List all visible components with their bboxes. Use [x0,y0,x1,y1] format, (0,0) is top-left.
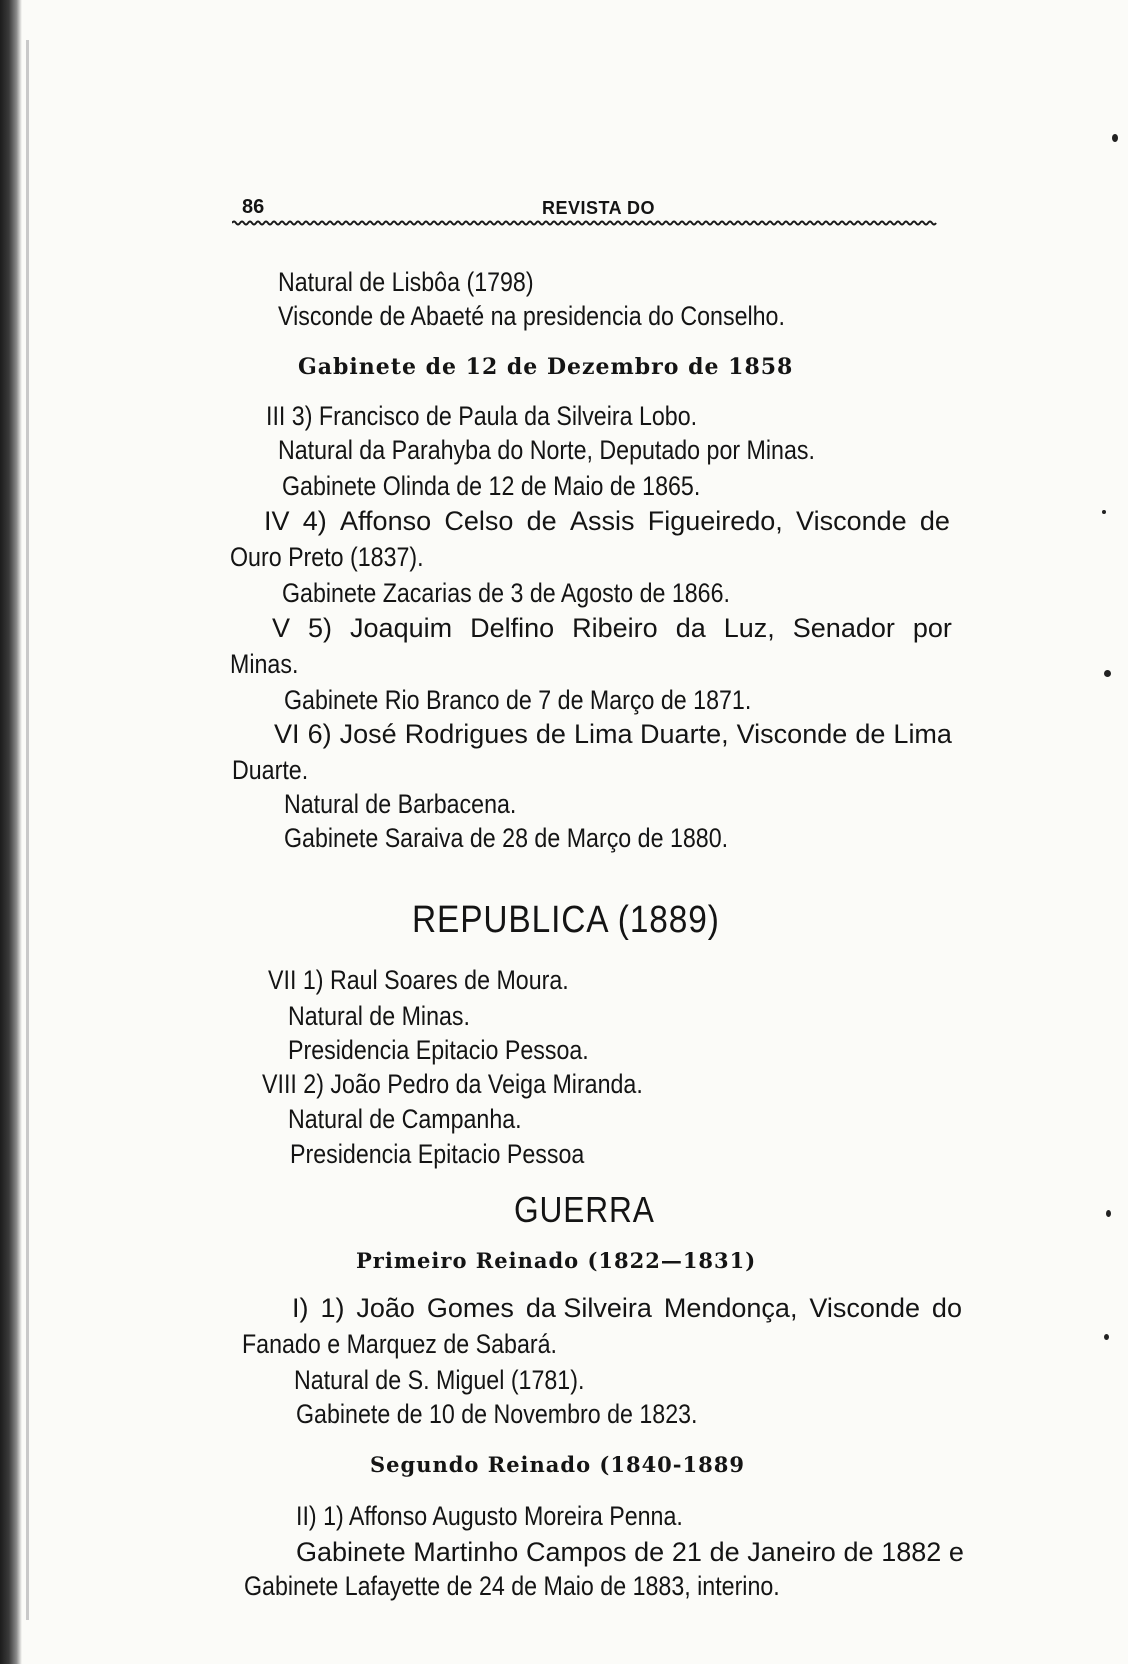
word: Ribeiro [572,613,658,643]
entry-i-note-2: Gabinete de 10 de Novembro de 1823. [296,1399,698,1429]
word: Joaquim [350,613,453,643]
intro-line-2: Visconde de Abaeté na presidencia do Conselho. [278,301,785,331]
word: Lima Duarte, [574,719,729,749]
word: Visconde [736,719,848,749]
word: de [843,1537,874,1567]
scan-binding-line [26,40,29,1620]
word: 1882 [881,1537,942,1567]
word: Celso [444,506,514,536]
word: Rodrigues [404,719,528,749]
word: 6) [307,719,332,749]
word: de [855,719,886,749]
word: Luz, [723,613,775,643]
primeiro-reinado-heading: Primeiro Reinado (1822—1831) [356,1248,757,1273]
word: 5) [308,613,333,643]
word: de [634,1537,665,1567]
word: Gabinete [296,1537,406,1567]
entry-iii-label: III 3) Francisco de Paula da Silveira Lobo. [266,401,698,431]
gabinete-heading: Gabinete de 12 de Dezembro de 1858 [298,354,794,380]
word: 21 [671,1537,702,1567]
word: de [535,719,566,749]
scan-speck [1102,510,1106,514]
page-number: 86 [242,196,265,218]
word: Campos [525,1537,627,1567]
word: e [948,1537,964,1567]
word: da Silveira [525,1293,652,1323]
entry-v-continuation: Minas. [230,649,299,679]
word: Figueiredo, [647,506,783,536]
word: Martinho [413,1537,519,1567]
entry-vi-label [274,718,952,750]
scan-speck [1112,134,1118,142]
entry-v-label [272,612,952,644]
header-wavy-rule [232,220,938,226]
word: VI [274,719,300,749]
word: 4) [302,506,327,536]
word: Visconde [796,506,907,536]
word: V [272,613,291,643]
word: IV [264,506,290,536]
scan-speck [1104,1334,1109,1340]
entry-vii-label: VII 1) Raul Soares de Moura. [268,965,569,995]
entry-viii-label: VIII 2) João Pedro da Veiga Miranda. [262,1069,643,1099]
word: Janeiro [747,1537,836,1567]
entry-vi-note-2: Gabinete Saraiva de 28 de Março de 1880. [284,823,729,853]
entry-ii-line-2 [296,1536,964,1568]
word: José [339,719,397,749]
guerra-heading: GUERRA [514,1189,655,1230]
word: Lima [893,719,952,749]
republica-heading: REPUBLICA (1889) [412,899,720,941]
scan-speck [1106,1210,1111,1217]
word: de [526,506,557,536]
entry-vi-continuation: Duarte. [232,755,309,785]
scan-binding-shadow [0,0,22,1664]
word: do [931,1293,962,1323]
intro-line-1: Natural de Lisbôa (1798) [278,267,534,297]
entry-vi-note-1: Natural de Barbacena. [284,789,517,819]
running-title: REVISTA DO [542,198,656,218]
scan-speck [1104,670,1111,677]
entry-viii-note-1: Natural de Campanha. [288,1104,522,1134]
entry-iii-note-1: Natural da Parahyba do Norte, Deputado por Minas. [278,435,815,465]
word: João [356,1293,415,1323]
word: Delfino [470,613,555,643]
entry-vii-note-2: Presidencia Epitacio Pessoa. [288,1035,589,1065]
word: da [675,613,706,643]
entry-v-note-1: Gabinete Rio Branco de 7 de Março de 1871. [284,685,752,715]
word: 1) [320,1293,345,1323]
word: I) [292,1293,309,1323]
word: Affonso [340,506,432,536]
entry-iv-continuation: Ouro Preto (1837). [230,542,424,572]
entry-iv-note-1: Gabinete Zacarias de 3 de Agosto de 1866. [282,578,730,608]
word: Visconde [809,1293,920,1323]
word: Mendonça, [663,1293,798,1323]
entry-i-continuation: Fanado e Marquez de Sabará. [242,1329,557,1359]
entry-viii-note-2: Presidencia Epitacio Pessoa [290,1139,585,1169]
entry-vii-note-1: Natural de Minas. [288,1001,470,1031]
word: Gomes [426,1293,514,1323]
entry-i-label [292,1292,962,1324]
word: Senador [792,613,895,643]
segundo-reinado-heading: Segundo Reinado (1840-1889 [370,1452,745,1477]
word: de [709,1537,740,1567]
entry-i-note-1: Natural de S. Miguel (1781). [294,1365,585,1395]
entry-iv-label [264,505,950,537]
word: de [919,506,950,536]
word: Assis [569,506,635,536]
entry-iii-note-2: Gabinete Olinda de 12 de Maio de 1865. [282,471,701,501]
entry-ii-line-3: Gabinete Lafayette de 24 de Maio de 1883, interino. [244,1571,780,1601]
entry-ii-label: II) 1) Affonso Augusto Moreira Penna. [296,1501,683,1531]
word: por [912,613,952,643]
